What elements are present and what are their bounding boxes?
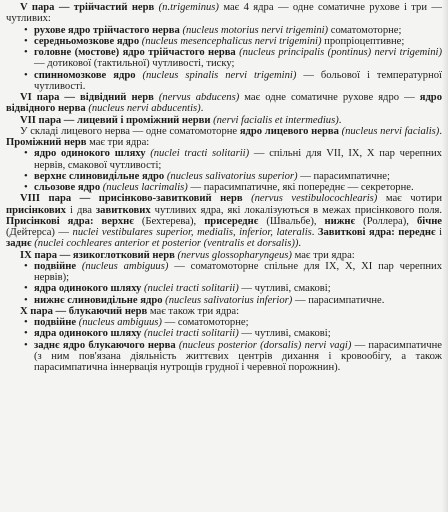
bold-term: Завиткові ядра: переднє [317, 227, 436, 238]
text-run: — чутливі, смакові; [238, 283, 331, 295]
latin-term: (nuclei cochleares anterior et posterior (ventralis et dorsalis)) [34, 238, 299, 250]
latin-term: (n.trigeminus) [158, 2, 219, 13]
list-item-ix-1 [6, 261, 442, 284]
latin-term: (nucleus principalis (pontinus) nervi trigemini) [239, 47, 443, 58]
latin-term: (nucleus salivatorius inferior) [165, 294, 293, 306]
text-run: має 4 ядра — одне соматичне рухове і три — чутливих: [6, 2, 442, 25]
latin-term: (nervus abducens) [158, 92, 240, 103]
bold-term: подвійне [34, 317, 79, 328]
scan-edge-shadow [442, 0, 448, 512]
list-item-vii-2 [6, 171, 442, 182]
latin-term: (nuclei tracti solitarii) [150, 148, 250, 160]
latin-term: (nervus glossopharyngeus) [177, 249, 292, 261]
bold-term: подвійне [34, 260, 82, 272]
paragraph-vi [6, 92, 442, 115]
list-item-vii-1 [6, 148, 442, 171]
list-item-vii-3 [6, 182, 442, 193]
list-item-v-2 [6, 36, 442, 47]
bold-term: IX пара — язикоглотковий нерв [20, 249, 178, 261]
paragraph-vii [6, 115, 442, 126]
list-item-x-2 [6, 328, 442, 339]
latin-term: (nervi facialis et intermedius) [213, 114, 339, 126]
text-run: — чутливі, смакові; [238, 328, 331, 340]
list-item-v-4 [6, 70, 442, 93]
latin-term: nuclei vestibulares superior, medialis, inferior, lateralis [72, 227, 312, 238]
bold-term: присінкових [6, 204, 66, 216]
bold-term: X пара — блукаючий нерв [20, 305, 148, 317]
text-run: — парасимпатичне (з ним пов'язана діяльність життєвих центрів дихання і кровообігу, а також парасимпатична іннервація нутрощів грудної і черевної порожнин). [34, 339, 442, 373]
bold-term: заднє ядро блукаючого нерва [34, 339, 179, 351]
bold-term: нижнє [324, 215, 356, 227]
bold-term: присереднє [204, 215, 259, 227]
document-text [6, 2, 442, 373]
text-run: У складі лицевого нерва — одне соматомоторне [20, 125, 240, 137]
list-item-ix-2 [6, 283, 442, 294]
text-run: має три ядра: [291, 249, 355, 261]
text-run: — соматомоторне спільне для IX, X, XI пар черепних нервів); [34, 260, 442, 283]
list-item-ix-3 [6, 295, 442, 306]
text-run: . [439, 125, 442, 137]
latin-term: (nucleus nervi abducentis) [88, 103, 201, 115]
bold-term: V пара — трійчастий нерв [20, 2, 159, 13]
latin-term: (nucleus mesencephalicus nervi trigemini) [141, 35, 322, 47]
text-run: і два [65, 204, 96, 216]
bold-term: нижнє слиновидільне ядро [34, 294, 166, 306]
text-run: (Швальбе), [258, 215, 325, 227]
text-run: пропріоцептивне; [321, 35, 405, 47]
list-item-x-3 [6, 340, 442, 374]
text-run: (Роллера), [355, 215, 417, 227]
bold-term: ядро лицевого нерва [239, 125, 342, 137]
bold-term: завиткових [95, 204, 151, 216]
text-run: має також три ядра: [147, 305, 240, 317]
bold-term: верхнє слиновидільне ядро [34, 170, 167, 182]
bold-term: головне (мостове) ядро трійчастого нерва [34, 47, 240, 58]
bold-term: VI пара — відвідний нерв [20, 92, 159, 103]
latin-term: (nucleus ambiguus) [78, 317, 162, 328]
bold-term: спинномозкове ядро [34, 69, 143, 81]
text-run: має три ядра: [86, 137, 150, 148]
text-run: — парасимпатичне, які попереднє — секреторне. [187, 182, 414, 193]
bold-term: ядра одинокого шляху [34, 283, 144, 295]
bold-term: ядро одинокого шляху [34, 148, 151, 160]
text-run: чутливих ядра, які локалізуються в межах присінкового поля. [150, 204, 443, 216]
list-item-v-3 [6, 47, 442, 70]
latin-term: (nucleus salivatorius superior) [166, 170, 298, 182]
text-run: — дотикової (тактильної) чутливості, тиску; [34, 58, 235, 70]
latin-term: (nervus vestibulocochlearis) [251, 193, 378, 205]
text-run: — парасимпатичне; [297, 170, 390, 182]
text-run: і [435, 227, 443, 238]
paragraph-ix [6, 250, 442, 261]
paragraph-x [6, 306, 442, 317]
text-run: — соматомоторне; [161, 317, 249, 328]
text-run: (Дейтерса) — [6, 227, 73, 238]
text-run: має чотири [377, 193, 442, 205]
paragraph-vii-b [6, 126, 442, 149]
bold-term: рухове ядро трійчастого нерва [34, 24, 183, 36]
text-run: — больової і температурної чутливості. [34, 69, 443, 92]
latin-term: (nucleus posterior (dorsalis) nervi vagi) [178, 339, 352, 351]
bold-term: середньомозкове ядро [34, 35, 142, 47]
bold-term: ядра одинокого шляху [34, 328, 144, 340]
paragraph-viii [6, 193, 442, 249]
text-run: має одне соматичне рухове ядро — [239, 92, 420, 103]
text-run: . [311, 227, 318, 238]
text-run: . [338, 114, 342, 126]
list-item-x-1 [6, 317, 442, 328]
latin-term: (nucleus spinalis nervi trigemini) [142, 69, 297, 81]
bold-term: Проміжний нерв [6, 137, 87, 148]
latin-term: (nuclei tracti solitarii) [144, 328, 239, 340]
list-item-v-1 [6, 25, 442, 36]
bold-term: VIII пара — присінково-завитковий нерв [20, 193, 252, 205]
text-run: (Бехтерева), [133, 215, 205, 227]
bold-term: ядро відвідного нерва [6, 92, 442, 115]
text-run: . [298, 238, 302, 250]
text-run: соматомоторне; [328, 24, 402, 36]
bold-term: сльозове ядро [34, 182, 103, 193]
latin-term: (nucleus lacrimalis) [102, 182, 188, 193]
text-run: . [200, 103, 204, 115]
latin-term: (nuclei tracti solitarii) [144, 283, 239, 295]
text-run: — парасимпатичне. [292, 294, 385, 306]
bold-term: бічне [416, 215, 443, 227]
paragraph-v-intro [6, 2, 442, 25]
bold-term: Присінкові ядра: верхнє [6, 215, 134, 227]
bold-term: VII пара — лицевий і проміжний нерви [20, 114, 214, 126]
latin-term: (nucleus nervi facialis) [341, 125, 440, 137]
text-run: — спільні для VII, IX, X пар черепних нервів, смакової чутливості; [34, 148, 442, 171]
latin-term: (nucleus motorius nervi trigemini) [182, 24, 329, 36]
bold-term: заднє [6, 238, 32, 250]
latin-term: (nucleus ambiguus) [81, 260, 169, 272]
